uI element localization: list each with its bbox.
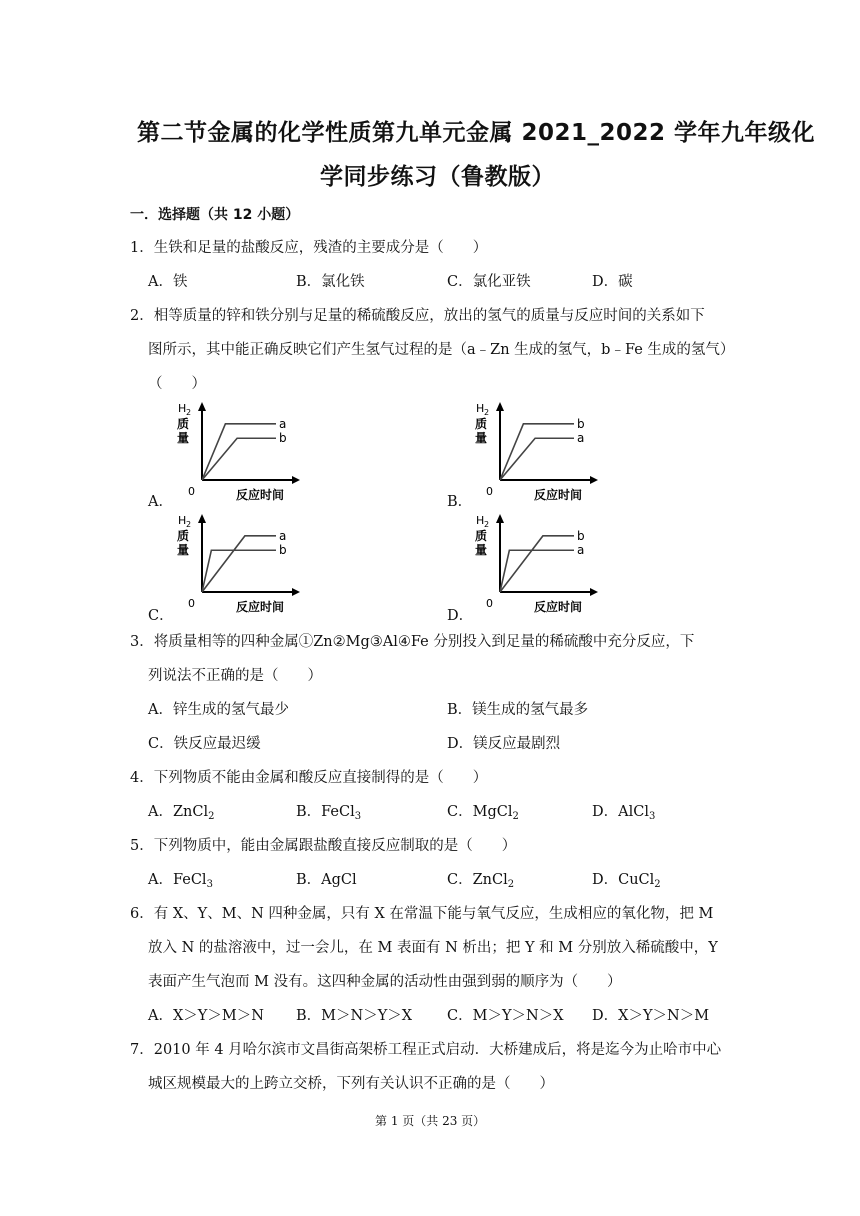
y-axis-arrow-icon xyxy=(198,514,206,523)
x-axis-label: 反应时间 xyxy=(236,488,285,502)
y-label-liang: 量 xyxy=(177,431,190,445)
origin-label: 0 xyxy=(188,597,195,610)
q4-option-c-sub: 2 xyxy=(512,811,519,822)
question-6-stem-line3: 表面产生气泡而 M 没有。这四种金属的活动性由强到弱的顺序为（ ） xyxy=(148,974,622,990)
graph-svg xyxy=(172,398,322,502)
page-title-line1: 第二节金属的化学性质第九单元金属 2021_2022 学年九年级化 xyxy=(137,120,816,146)
q4-option-c xyxy=(447,800,519,822)
y-label-liang: 量 xyxy=(475,431,488,445)
y-label-sub: 2 xyxy=(484,520,490,529)
origin-label: 0 xyxy=(188,485,195,498)
q4-option-a-text: A．ZnCl xyxy=(148,804,209,820)
q6-option-a: A．X＞Y＞M＞N xyxy=(148,1008,264,1024)
q3-option-d: D．镁反应最剧烈 xyxy=(447,736,561,752)
q4-option-a xyxy=(148,800,215,822)
q2-option-d-label: D． xyxy=(447,608,474,624)
q4-option-a-sub: 2 xyxy=(208,811,215,822)
q3-option-c: C．铁反应最迟缓 xyxy=(148,736,261,752)
x-axis-arrow-icon xyxy=(292,476,300,484)
question-4-stem: 4．下列物质不能由金属和酸反应直接制得的是（ ） xyxy=(130,770,488,786)
series-label-a: a xyxy=(577,431,585,446)
question-2-stem-line1: 2．相等质量的锌和铁分别与足量的稀硫酸反应，放出的氢气的质量与反应时间的关系如下 xyxy=(130,308,705,324)
q6-option-c: C．M＞Y＞N＞X xyxy=(447,1008,564,1024)
y-label-liang: 量 xyxy=(177,543,190,557)
y-label-h: H xyxy=(178,514,187,527)
series-label-b: b xyxy=(279,431,287,446)
y-label-h: H xyxy=(178,402,187,415)
y-label-h: H xyxy=(476,402,485,415)
q4-option-b-sub: 3 xyxy=(354,811,362,822)
question-6-stem-line2: 放入 N 的盐溶液中，过一会儿，在 M 表面有 N 析出；把 Y 和 M 分别放入稀硫酸中，Y xyxy=(148,940,718,956)
q6-option-d: D．X＞Y＞N＞M xyxy=(592,1008,710,1024)
q1-option-b: B．氯化铁 xyxy=(296,274,365,290)
y-label-h: H xyxy=(476,514,485,527)
y-label-liang: 量 xyxy=(475,543,488,557)
q2-option-b-label: B． xyxy=(447,494,473,510)
q4-option-d-text: D．AlCl xyxy=(592,804,649,820)
q5-option-c-sub: 2 xyxy=(507,879,515,890)
y-axis-arrow-icon xyxy=(496,402,504,411)
x-axis-arrow-icon xyxy=(590,476,598,484)
section-heading: 一．选择题（共 12 小题） xyxy=(130,207,300,223)
q3-option-a: A．锌生成的氢气最少 xyxy=(148,702,289,718)
y-label-sub: 2 xyxy=(484,408,490,417)
q4-option-b-text: B．FeCl xyxy=(296,804,355,820)
series-line-a xyxy=(500,438,574,480)
series-label-b: b xyxy=(577,416,585,431)
q5-option-b-text: B．AgCl xyxy=(296,872,357,888)
series-line-b xyxy=(500,424,574,480)
series-line-a xyxy=(500,550,574,592)
q5-option-d xyxy=(592,868,661,890)
question-6-stem-line1: 6．有 X、Y、M、N 四种金属，只有 X 在常温下能与氧气反应，生成相应的氧化物，把 M xyxy=(130,906,714,922)
q5-option-c xyxy=(447,868,514,890)
origin-label: 0 xyxy=(486,485,493,498)
q4-option-d xyxy=(592,800,655,822)
x-axis-label: 反应时间 xyxy=(236,600,285,614)
series-line-b xyxy=(500,536,574,592)
x-axis-label: 反应时间 xyxy=(534,600,583,614)
series-label-a: a xyxy=(279,528,287,543)
q5-option-c-text: C．ZnCl xyxy=(447,872,508,888)
series-label-a: a xyxy=(279,416,287,431)
q2-chart-b xyxy=(470,398,620,502)
x-axis-arrow-icon xyxy=(292,588,300,596)
page-footer: 第 1 页（共 23 页） xyxy=(375,1114,486,1128)
series-label-a: a xyxy=(577,543,585,558)
y-label-zhi: 质 xyxy=(177,417,190,431)
y-label-zhi: 质 xyxy=(475,529,488,543)
q5-option-b xyxy=(296,868,357,889)
q1-option-a: A．铁 xyxy=(148,274,188,290)
page-title-line2: 学同步练习（鲁教版） xyxy=(320,164,555,190)
graph-svg xyxy=(470,398,620,502)
q5-option-a-sub: 3 xyxy=(206,879,213,890)
q2-chart-a xyxy=(172,398,322,502)
q5-option-d-sub: 2 xyxy=(654,879,661,890)
y-label-sub: 2 xyxy=(186,520,192,529)
q1-option-d: D．碳 xyxy=(592,274,633,290)
question-1-stem: 1．生铁和足量的盐酸反应，残渣的主要成分是（ ） xyxy=(130,240,488,256)
q5-option-a-text: A．FeCl xyxy=(148,872,207,888)
series-label-b: b xyxy=(577,528,585,543)
q2-option-a-label: A． xyxy=(148,494,173,510)
q4-option-b xyxy=(296,800,361,822)
x-axis-arrow-icon xyxy=(590,588,598,596)
q2-chart-c xyxy=(172,510,322,614)
q2-option-c-label: C． xyxy=(148,608,174,624)
x-axis-label: 反应时间 xyxy=(534,488,583,502)
y-axis-arrow-icon xyxy=(496,514,504,523)
y-label-zhi: 质 xyxy=(475,417,488,431)
question-7-stem-line2: 城区规模最大的上跨立交桥，下列有关认识不正确的是（ ） xyxy=(148,1076,554,1092)
question-7-stem-line1: 7．2010 年 4 月哈尔滨市文昌街高架桥工程正式启动．大桥建成后，将是迄今为止哈市中心 xyxy=(130,1042,722,1058)
y-axis-arrow-icon xyxy=(198,402,206,411)
q6-option-b: B．M＞N＞Y＞X xyxy=(296,1008,413,1024)
q1-option-c: C．氯化亚铁 xyxy=(447,274,531,290)
y-label-zhi: 质 xyxy=(177,529,190,543)
q4-option-c-text: C．MgCl xyxy=(447,804,513,820)
series-label-b: b xyxy=(279,543,287,558)
series-line-a xyxy=(202,424,276,480)
question-2-stem-line2: 图所示，其中能正确反映它们产生氢气过程的是（a﹣Zn 生成的氢气，b﹣Fe 生成的氢气） xyxy=(148,342,735,358)
q5-option-a xyxy=(148,868,213,890)
graph-svg xyxy=(172,510,322,614)
question-2-stem-line3: （ ） xyxy=(148,376,206,392)
series-line-b xyxy=(202,438,276,480)
q5-option-d-text: D．CuCl xyxy=(592,872,655,888)
question-5-stem: 5．下列物质中，能由金属跟盐酸直接反应制取的是（ ） xyxy=(130,838,517,854)
q4-option-d-sub: 3 xyxy=(648,811,656,822)
q2-chart-d xyxy=(470,510,620,614)
question-3-stem-line2: 列说法不正确的是（ ） xyxy=(148,668,322,684)
y-label-sub: 2 xyxy=(186,408,192,417)
series-line-b xyxy=(202,550,276,592)
graph-svg xyxy=(470,510,620,614)
question-3-stem-line1: 3．将质量相等的四种金属①Zn②Mg③Al④Fe 分别投入到足量的稀硫酸中充分反应，下 xyxy=(130,634,695,650)
origin-label: 0 xyxy=(486,597,493,610)
q3-option-b: B．镁生成的氢气最多 xyxy=(447,702,589,718)
series-line-a xyxy=(202,536,276,592)
